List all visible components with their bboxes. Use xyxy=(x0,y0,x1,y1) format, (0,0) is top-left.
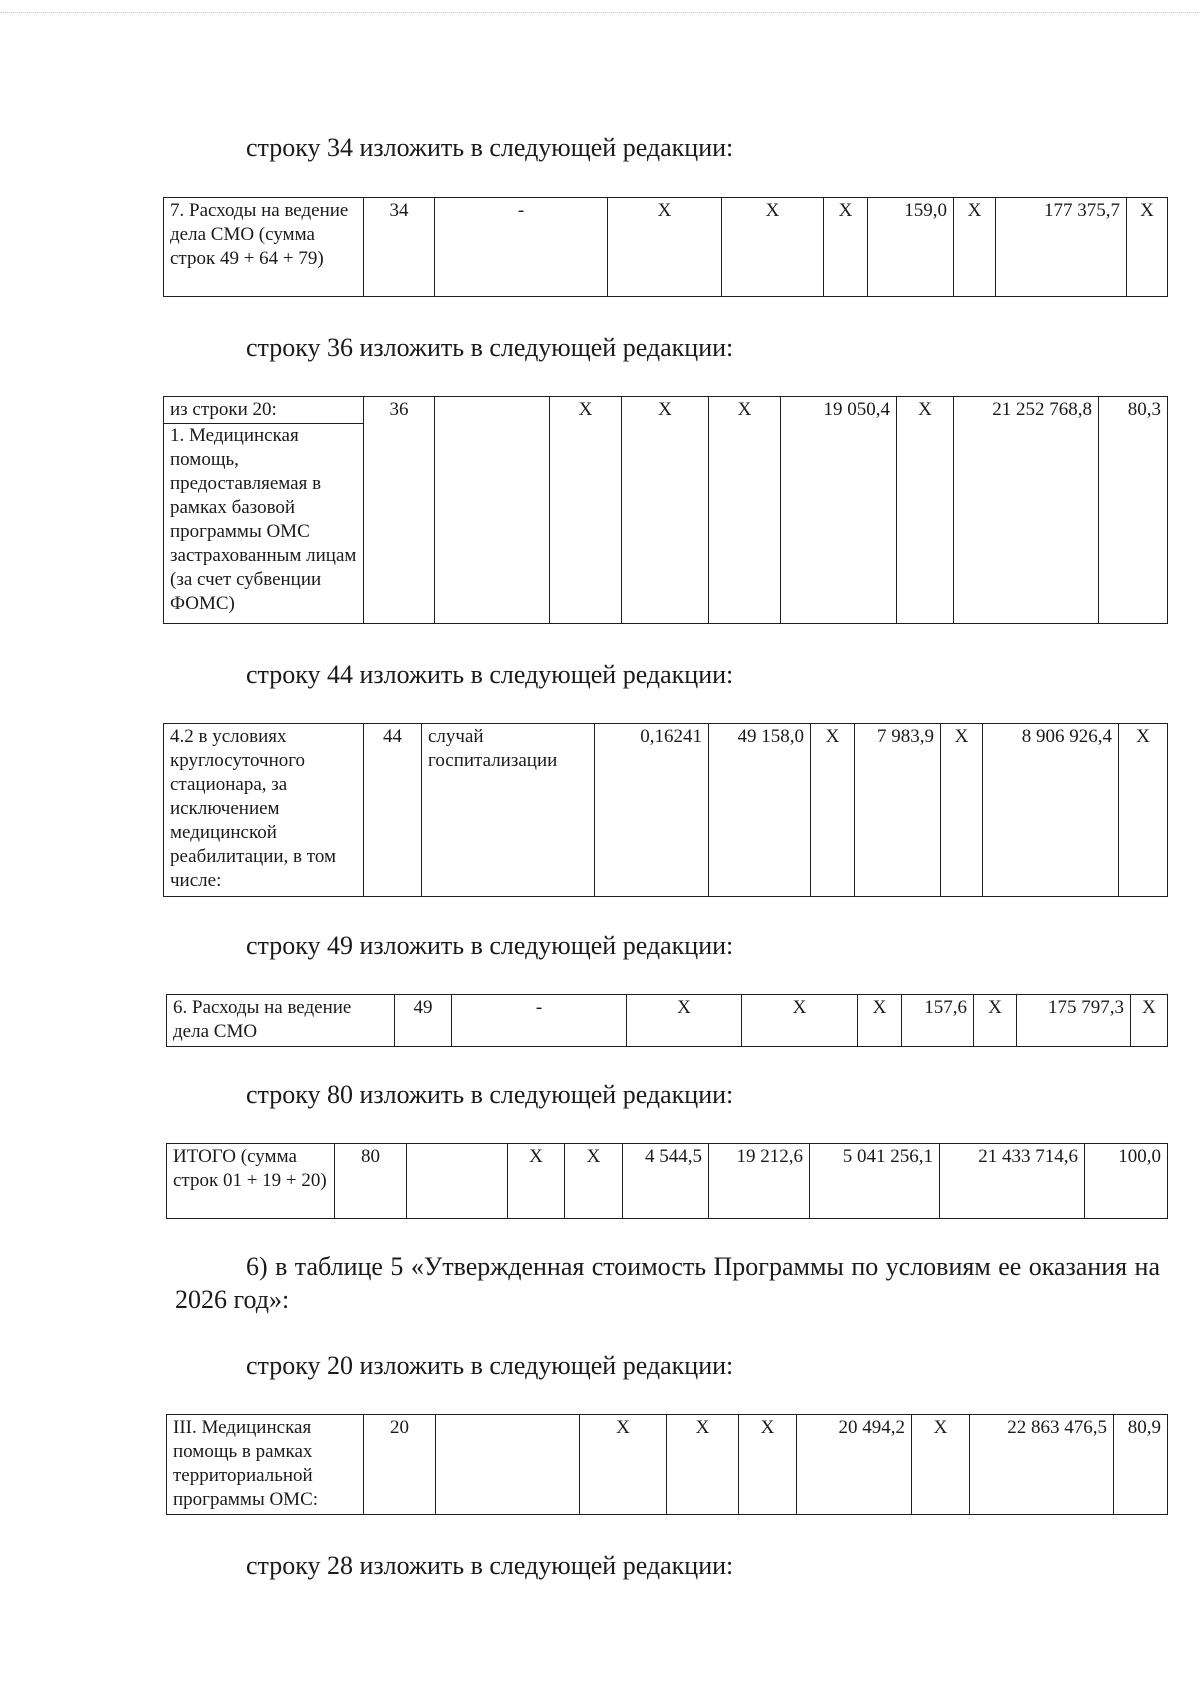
row-label: 6. Расходы на ведение дела СМО xyxy=(167,995,395,1047)
table-cell: 22 863 476,5 xyxy=(970,1415,1114,1515)
unit-cell: - xyxy=(452,995,627,1047)
table-cell: X xyxy=(627,995,742,1047)
row-number: 44 xyxy=(364,724,422,897)
unit-cell: - xyxy=(435,198,608,297)
row-number: 34 xyxy=(364,198,435,297)
table-cell: X xyxy=(508,1144,565,1219)
row-label-top: из строки 20: xyxy=(164,398,363,424)
table-cell: X xyxy=(565,1144,623,1219)
row-label xyxy=(164,397,364,624)
row-label: 7. Расходы на ведение дела СМО (сумма строк 49 + 64 + 79) xyxy=(164,198,364,297)
table-cell: X xyxy=(954,198,996,297)
table-row-36 xyxy=(163,396,1168,624)
table-cell: X xyxy=(1131,995,1168,1047)
table-cell: X xyxy=(824,198,868,297)
table-cell: 175 797,3 xyxy=(1017,995,1131,1047)
heading-row-36: строку 36 изложить в следующей редакции: xyxy=(246,333,734,362)
paragraph-table-5: 6) в таблице 5 «Утвержденная стоимость Программы по условиям ее оказания на 2026 год»: xyxy=(175,1252,1160,1314)
table-cell: X xyxy=(622,397,709,624)
table-cell: 157,6 xyxy=(902,995,974,1047)
table-cell: 4 544,5 xyxy=(623,1144,709,1219)
unit-cell xyxy=(436,1415,580,1515)
table-cell: 21 252 768,8 xyxy=(954,397,1099,624)
table-cell: 19 050,4 xyxy=(781,397,897,624)
table-cell: X xyxy=(811,724,855,897)
table-cell: 7 983,9 xyxy=(855,724,941,897)
table-cell: X xyxy=(1127,198,1168,297)
row-number: 80 xyxy=(335,1144,407,1219)
table-cell: 49 158,0 xyxy=(709,724,811,897)
table-cell: X xyxy=(722,198,824,297)
row-label: III. Медицинская помощь в рамках территориальной программы ОМС: xyxy=(167,1415,364,1515)
table-cell: 20 494,2 xyxy=(797,1415,912,1515)
table-cell: X xyxy=(550,397,622,624)
table-cell: X xyxy=(1119,724,1168,897)
heading-row-44: строку 44 изложить в следующей редакции: xyxy=(246,660,734,689)
table-cell: X xyxy=(709,397,781,624)
heading-row-49: строку 49 изложить в следующей редакции: xyxy=(246,931,734,960)
scan-top-edge xyxy=(0,12,1200,13)
table-cell: X xyxy=(974,995,1017,1047)
table-cell: X xyxy=(667,1415,739,1515)
table-cell: 80,9 xyxy=(1114,1415,1168,1515)
table-cell: X xyxy=(858,995,902,1047)
table-cell: X xyxy=(580,1415,667,1515)
heading-row-34: строку 34 изложить в следующей редакции: xyxy=(246,133,734,162)
table-cell: 0,16241 xyxy=(595,724,709,897)
unit-cell xyxy=(435,397,550,624)
table-cell: X xyxy=(742,995,858,1047)
table-row-34 xyxy=(163,197,1168,297)
heading-row-80: строку 80 изложить в следующей редакции: xyxy=(246,1080,734,1109)
table-row-80 xyxy=(166,1143,1168,1219)
table-cell: 8 906 926,4 xyxy=(983,724,1119,897)
row-label: ИТОГО (сумма строк 01 + 19 + 20) xyxy=(167,1144,335,1219)
table-row-44 xyxy=(163,723,1168,897)
row-number: 49 xyxy=(395,995,452,1047)
table-cell: X xyxy=(941,724,983,897)
table-cell: 159,0 xyxy=(868,198,954,297)
table-cell: 100,0 xyxy=(1085,1144,1168,1219)
table-cell: X xyxy=(608,198,722,297)
table-cell: 5 041 256,1 xyxy=(810,1144,940,1219)
table-cell: 21 433 714,6 xyxy=(940,1144,1085,1219)
row-number: 20 xyxy=(364,1415,436,1515)
table-row-49 xyxy=(166,994,1168,1047)
row-label-bottom: 1. Медицинская помощь, предоставляемая в рамках базовой программы ОМС застрахованным лицам (за счет субвенции ФОМС) xyxy=(170,425,357,614)
table-cell: X xyxy=(912,1415,970,1515)
heading-row-28: строку 28 изложить в следующей редакции: xyxy=(246,1551,734,1580)
heading-row-20: строку 20 изложить в следующей редакции: xyxy=(246,1351,734,1380)
row-label: 4.2 в условиях круглосуточного стационара, за исключением медицинской реабилитации, в том числе: xyxy=(164,724,364,897)
table-cell: 177 375,7 xyxy=(996,198,1127,297)
table-cell: 80,3 xyxy=(1099,397,1168,624)
row-number: 36 xyxy=(364,397,435,624)
table-cell: X xyxy=(897,397,954,624)
unit-cell xyxy=(407,1144,508,1219)
table-row-20 xyxy=(166,1414,1168,1515)
table-cell: X xyxy=(739,1415,797,1515)
unit-cell: случай госпитализации xyxy=(422,724,595,897)
table-cell: 19 212,6 xyxy=(709,1144,810,1219)
